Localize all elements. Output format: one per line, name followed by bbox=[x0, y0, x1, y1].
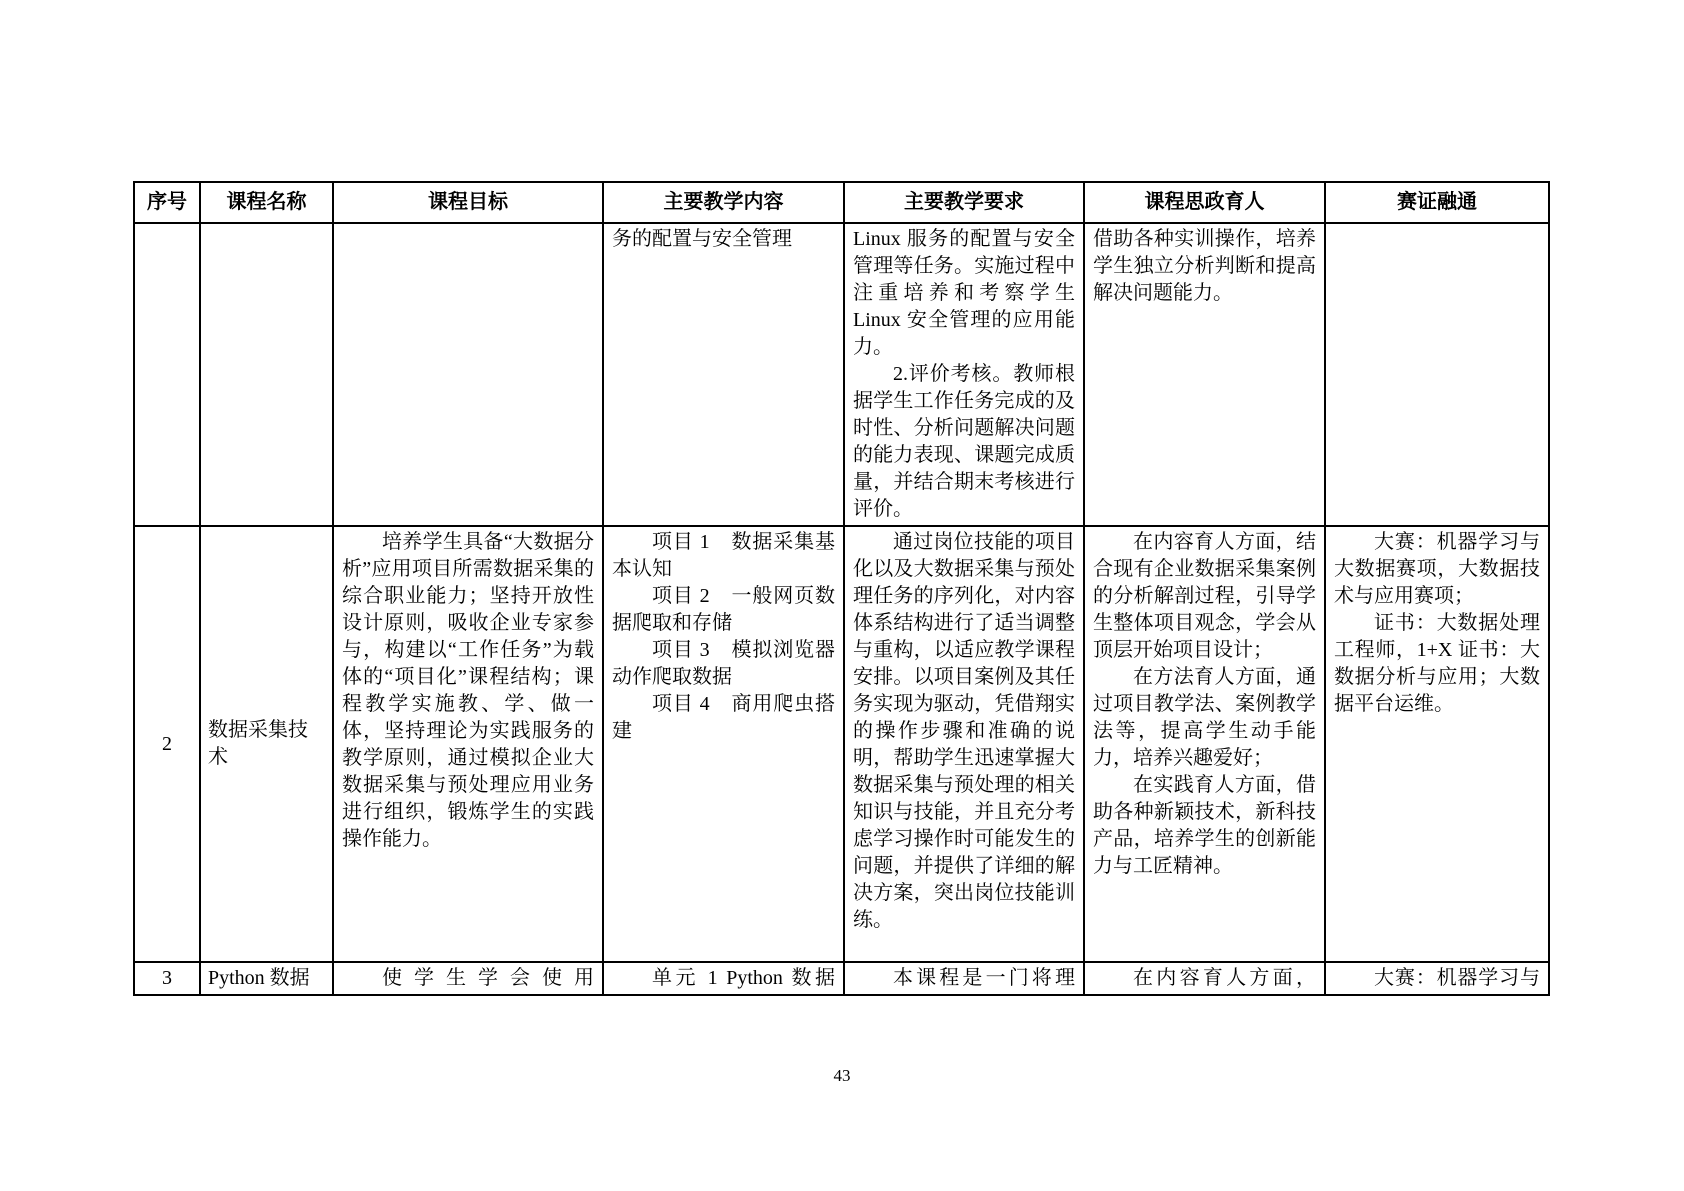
paragraph: 在内容育人方面， bbox=[1133, 967, 1316, 989]
paragraph: 项目 1 数据采集基本认知 bbox=[612, 531, 835, 580]
cell-teaching-content bbox=[603, 962, 844, 995]
header-teaching-content: 主要教学内容 bbox=[603, 182, 844, 223]
paragraph: 培养学生具备“大数据分析”应用项目所需数据采集的综合职业能力；坚持开放性设计原则，吸收企业专家参与，构建以“工作任务”为载体的“项目化”课程结构；课程教学实施教、学、做一体，坚持理论为实践服务的教学原则，通过模拟企业大数据采集与预处理应用业务进行组织，锻炼学生的实践操作能力。 bbox=[342, 531, 594, 850]
paragraph: 在内容育人方面，结合现有企业数据采集案例的分析解剖过程，引导学生整体项目观念，学会从顶层开始项目设计； bbox=[1093, 531, 1316, 661]
cell-objectives bbox=[333, 223, 603, 526]
table-row-python bbox=[134, 962, 1549, 995]
header-seq: 序号 bbox=[134, 182, 200, 223]
page-number: 43 bbox=[833, 1066, 851, 1085]
cell-competition-certificate bbox=[1325, 526, 1549, 962]
table-row-data-collection bbox=[134, 526, 1549, 962]
header-objectives: 课程目标 bbox=[333, 182, 603, 223]
cell-competition-certificate bbox=[1325, 223, 1549, 526]
cell-objectives bbox=[333, 526, 603, 962]
cell-seq bbox=[134, 223, 200, 526]
paragraph: 使 学 生 学 会 使 用 bbox=[382, 967, 594, 989]
cell-teaching-requirements bbox=[844, 962, 1084, 995]
cell-ideology-education bbox=[1084, 223, 1325, 526]
paragraph: 本课程是一门将理 bbox=[893, 967, 1075, 989]
header-course-name: 课程名称 bbox=[200, 182, 333, 223]
cell-course-name: Python 数据 bbox=[200, 962, 333, 995]
paragraph: 在实践育人方面，借助各种新颖技术，新科技产品，培养学生的创新能力与工匠精神。 bbox=[1093, 774, 1316, 877]
paragraph: 项目 2 一般网页数据爬取和存储 bbox=[612, 585, 835, 634]
header-teaching-requirements: 主要教学要求 bbox=[844, 182, 1084, 223]
cell-course-name: 数据采集技术 bbox=[200, 526, 333, 962]
header-competition-certificate: 赛证融通 bbox=[1325, 182, 1549, 223]
paragraph: 通过岗位技能的项目化以及大数据采集与预处理任务的序列化，对内容体系结构进行了适当调整与重构，以适应教学课程安排。以项目案例及其任务实现为驱动，凭借翔实的操作步骤和准确的说明，帮助学生迅速掌握大数据采集与预处理的相关知识与技能，并且充分考虑学习操作时可能发生的问题，并提供了详细的解决方案，突出岗位技能训练。 bbox=[853, 531, 1075, 931]
paragraph: 大赛：机器学习与大数据赛项，大数据技术与应用赛项； bbox=[1334, 531, 1540, 607]
paragraph: 务的配置与安全管理 bbox=[612, 228, 792, 250]
paragraph: Linux 服务的配置与安全管理等任务。实施过程中注重培养和考察学生 Linux 安全管理的应用能力。 bbox=[853, 228, 1075, 358]
cell-seq: 3 bbox=[134, 962, 200, 995]
paragraph: 2.评价考核。教师根据学生工作任务完成的及时性、分析问题解决问题的能力表现、课题完成质量，并结合期末考核进行评价。 bbox=[853, 363, 1075, 520]
header-row bbox=[134, 182, 1549, 223]
header-ideology-education: 课程思政育人 bbox=[1084, 182, 1325, 223]
paragraph: 单元 1 Python 数据 bbox=[652, 967, 835, 989]
paragraph: 大赛：机器学习与 bbox=[1374, 967, 1540, 989]
paragraph: 项目 3 模拟浏览器动作爬取数据 bbox=[612, 639, 835, 688]
paragraph: 项目 4 商用爬虫搭建 bbox=[612, 693, 835, 742]
cell-competition-certificate bbox=[1325, 962, 1549, 995]
paragraph: 证书：大数据处理工程师，1+X 证书：大数据分析与应用；大数据平台运维。 bbox=[1334, 612, 1540, 715]
cell-ideology-education bbox=[1084, 962, 1325, 995]
course-table bbox=[133, 181, 1550, 996]
cell-teaching-requirements bbox=[844, 526, 1084, 962]
cell-course-name bbox=[200, 223, 333, 526]
cell-teaching-content bbox=[603, 223, 844, 526]
cell-teaching-content bbox=[603, 526, 844, 962]
cell-objectives bbox=[333, 962, 603, 995]
cell-ideology-education bbox=[1084, 526, 1325, 962]
paragraph: 借助各种实训操作，培养学生独立分析判断和提高解决问题能力。 bbox=[1093, 228, 1316, 304]
cell-teaching-requirements bbox=[844, 223, 1084, 526]
paragraph: 在方法育人方面，通过项目教学法、案例教学法等，提高学生动手能力，培养兴趣爱好； bbox=[1093, 666, 1316, 769]
table-row-continuation bbox=[134, 223, 1549, 526]
cell-seq: 2 bbox=[134, 526, 200, 962]
